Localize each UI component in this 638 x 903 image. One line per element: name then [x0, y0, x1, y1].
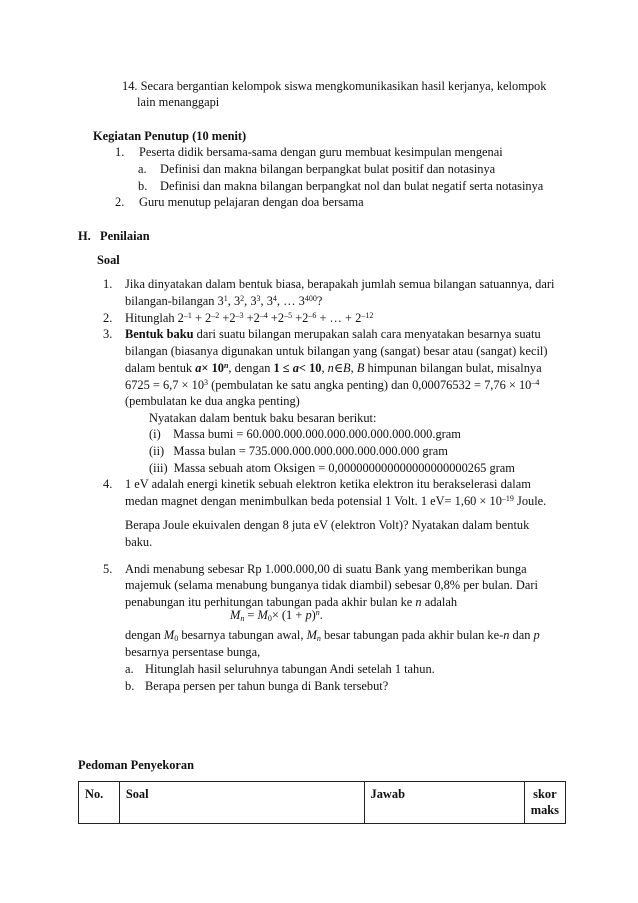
series-exponent: –4: [259, 311, 268, 320]
col-skor-maks: [524, 782, 565, 824]
series-exponent: –6: [308, 311, 317, 320]
q2-terms: [184, 311, 373, 325]
col-no: No.: [79, 782, 120, 824]
text: ,: [321, 361, 328, 375]
item-text: Definisi dan makna bilangan berpangkat nol dan bulat negatif serta notasinya: [160, 179, 544, 193]
question-3-line-5: (pembulatan ke dua angka penting): [125, 394, 300, 408]
text: =: [244, 608, 258, 622]
question-3-line-3: [125, 360, 542, 376]
exponent: 400: [304, 294, 317, 303]
question-3-line-4: [125, 377, 539, 393]
text: p: [533, 628, 540, 642]
pedoman-heading: Pedoman Penyekoran: [78, 758, 194, 772]
text: dengan: [125, 628, 164, 642]
series-exponent: –3: [235, 311, 244, 320]
question-text: Jika dinyatakan dalam bentuk biasa, berapakah jumlah semua bilangan satuannya, dari: [125, 277, 555, 291]
text: dan: [509, 628, 534, 642]
text: , dengan: [228, 361, 274, 375]
question-number: 2.: [103, 311, 113, 325]
penutup-item-2: [115, 194, 364, 210]
penutup-item-1: [115, 144, 503, 160]
item-number: 1.: [115, 145, 125, 159]
question-1-line-2: [125, 293, 322, 309]
penutup-heading: Kegiatan Penutup (10 menit): [93, 129, 247, 143]
text: adalah: [421, 595, 458, 609]
text: n∈B: [327, 361, 351, 375]
text: (pembulatan ke satu angka penting) dan 0,00076532 = 7,76 × 10: [208, 378, 532, 392]
text: besarnya tabungan awal,: [178, 628, 307, 642]
question-number: 5.: [103, 562, 113, 576]
text: M: [163, 628, 175, 642]
text: ?: [316, 294, 323, 308]
question-number: 3.: [103, 327, 113, 341]
subscript: 0: [267, 614, 272, 623]
text: penabungan itu perhitungan tabungan pada akhir bulan ke: [125, 595, 416, 609]
item-text: Definisi dan makna bilangan berpangkat bulat positif dan notasinya: [160, 162, 496, 176]
scoring-table: [78, 781, 566, 824]
item-letter: b.: [138, 179, 148, 193]
subscript: 0: [174, 634, 179, 643]
col-soal: Soal: [119, 782, 364, 824]
exponent: –19: [501, 494, 514, 503]
question-3-line-2: bilangan (biasanya digunakan untuk bilangan yang (sangat) besar atau (sangat) kecil): [125, 344, 548, 358]
question-3-sub-ii: (ii) Massa bulan = 735.000.000.000.000.000.000.000 gram: [149, 444, 448, 458]
item-14: [122, 78, 546, 94]
text: bilangan-bilangan 3: [125, 294, 224, 308]
exponent: –4: [531, 378, 540, 387]
var-a: a: [292, 361, 299, 375]
text: B: [356, 361, 365, 375]
text: , 3: [227, 294, 241, 308]
penutup-sub-b: [138, 178, 543, 194]
series-operator: +2: [292, 311, 309, 325]
text: 1 ≤: [273, 361, 293, 375]
section-heading-penilaian: H. Penilaian: [78, 229, 150, 243]
text: , 3: [244, 294, 257, 308]
text: , … 3: [276, 294, 305, 308]
compound-formula: [230, 607, 323, 623]
text: medan magnet dengan menimbulkan beda potensial 1 Volt. 1 eV= 1,60 × 10: [125, 494, 502, 508]
subscript: n: [316, 634, 321, 643]
q2-text: Hitunglah 2: [125, 311, 184, 325]
question-3-sub-i: (i) Massa bumi = 60.000.000.000.000.000.000.000.000.gram: [149, 427, 461, 441]
series-operator: + … + 2: [316, 311, 362, 325]
series-operator: +2: [267, 311, 285, 325]
item-number: 14.: [122, 79, 138, 93]
question-text: Andi menabung sebesar Rp 1.000.000,00 di suatu Bank yang memberikan bunga: [125, 562, 527, 576]
text: dalam bentuk: [125, 361, 196, 375]
item-letter: b.: [125, 679, 135, 693]
text: × (1 +: [271, 608, 306, 622]
exponent: 3: [204, 378, 209, 387]
question-5-line-2: majemuk (selama menabung bunganya tidak diambil) sebesar 0,8% per bulan. Dari: [125, 578, 538, 592]
text: p: [305, 608, 312, 622]
col-jawab: Jawab: [364, 782, 524, 824]
question-4-line-4: baku.: [125, 535, 153, 549]
question-text: 1 eV adalah energi kinetik sebuah elektron ketika elektron itu berakselerasi dalam: [125, 477, 531, 491]
text: < 10: [298, 361, 322, 375]
item-text: Peserta didik bersama-sama dengan guru membuat kesimpulan mengenai: [139, 145, 503, 159]
exponent: 1: [223, 294, 228, 303]
question-5-line-5: [125, 627, 540, 643]
text: .: [319, 608, 323, 622]
question-2: [103, 310, 373, 326]
var-n: n: [415, 595, 422, 609]
col-skor-line-1: skor: [533, 787, 557, 801]
text: ): [311, 608, 316, 622]
exponent: 4: [272, 294, 277, 303]
text: n: [503, 628, 510, 642]
question-4-line-2: [125, 493, 546, 509]
exponent: n: [223, 361, 229, 370]
soal-heading: Soal: [97, 253, 120, 267]
var-a: a: [195, 361, 202, 375]
question-5-line-6: besarnya persentase bunga,: [125, 645, 261, 659]
question-1: [103, 276, 554, 292]
penutup-sub-a: [138, 161, 495, 177]
series-operator: +2: [243, 311, 260, 325]
exponent: 2: [240, 294, 245, 303]
exponent: n: [315, 608, 320, 617]
text: Joule.: [513, 494, 547, 508]
text: ,: [350, 361, 357, 375]
text: 6725 = 6,7 × 10: [125, 378, 205, 392]
item-letter: a.: [125, 662, 134, 676]
item-text: Guru menutup pelajaran dengan doa bersama: [139, 195, 364, 209]
exponent: 3: [256, 294, 261, 303]
item-text: Hitunglah hasil seluruhnya tabungan Andi setelah 1 tahun.: [145, 662, 435, 676]
item-number: 2.: [115, 195, 125, 209]
text: × 10: [201, 361, 224, 375]
subscript: n: [240, 614, 245, 623]
term-bold: Bentuk baku: [125, 327, 194, 341]
text: , 3: [260, 294, 273, 308]
text: M: [230, 608, 241, 622]
question-number: 1.: [103, 277, 113, 291]
series-exponent: –1: [183, 311, 192, 320]
question-5-sub-a: [125, 661, 435, 677]
question-4: [103, 476, 531, 492]
text: M: [306, 628, 317, 642]
text: M: [257, 608, 268, 622]
question-3: [103, 326, 541, 342]
question-5-sub-b: [125, 678, 388, 694]
item-letter: a.: [138, 162, 147, 176]
item-text: Secara bergantian kelompok siswa mengkomunikasikan hasil kerjanya, kelompok: [140, 79, 547, 93]
series-operator: +2: [219, 311, 236, 325]
question-5: [103, 561, 527, 577]
series-operator: + 2: [191, 311, 212, 325]
question-text: dari suatu bilangan merupakan salah cara menyatakan besarnya suatu: [193, 327, 541, 341]
text: besar tabungan pada akhir bulan ke-: [320, 628, 504, 642]
series-exponent: –5: [284, 311, 293, 320]
col-skor-line-2: maks: [530, 803, 559, 818]
item-text: Berapa persen per tahun bunga di Bank tersebut?: [145, 679, 389, 693]
question-number: 4.: [103, 477, 113, 491]
question-3-instruction: Nyatakan dalam bentuk baku besaran berikut:: [149, 411, 377, 425]
table-header-row: [79, 782, 566, 824]
series-exponent: –12: [361, 311, 374, 320]
item-14-continuation: lain menanggapi: [137, 95, 220, 109]
series-exponent: –2: [211, 311, 220, 320]
question-3-sub-iii: (iii) Massa sebuah atom Oksigen = 0,000000000000000000000265 gram: [149, 461, 515, 475]
question-4-line-3: Berapa Joule ekuivalen dengan 8 juta eV (elektron Volt)? Nyatakan dalam bentuk: [125, 518, 530, 532]
text: himpunan bilangan bulat, misalnya: [364, 361, 542, 375]
